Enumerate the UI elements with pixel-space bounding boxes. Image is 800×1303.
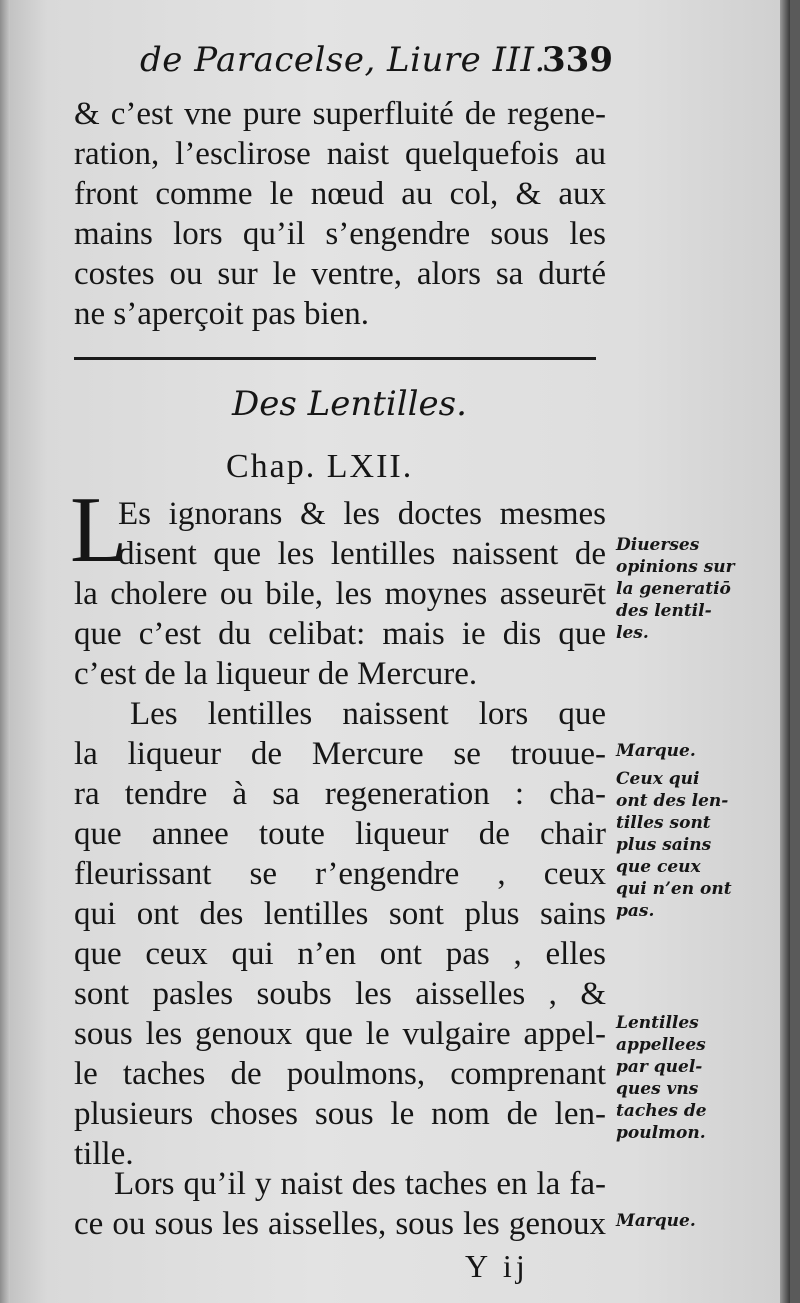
text-line: plusieurs choses sous le nom de len- <box>74 1096 606 1132</box>
text-line: sous les genoux que le vulgaire appel- <box>74 1016 606 1052</box>
page-left-shadow <box>0 0 10 1303</box>
text-line: le taches de poulmons, comprenant <box>74 1056 606 1092</box>
signature-mark: Y ij <box>465 1248 529 1284</box>
chapter-heading: Chap. LXII. <box>226 448 414 485</box>
text-line: ne s’aperçoit pas bien. <box>74 296 370 332</box>
text-line: la cholere ou bile, les moynes asseurēt <box>74 576 606 612</box>
text-line: tille. <box>74 1136 134 1172</box>
text-line: qui ont des lentilles sont plus sains <box>74 896 606 932</box>
text-line: ration, l’esclirose naist quelquefois au <box>74 136 606 172</box>
text-line: que ceux qui n’en ont pas , elles <box>74 936 606 972</box>
margin-note: Lentilles appellees par quel-ques vns taches de poulmon. <box>616 1013 707 1143</box>
drop-cap: L <box>70 478 128 582</box>
page-right-shadow <box>780 0 790 1303</box>
text-line: & c’est vne pure superfluité de regene- <box>74 96 606 132</box>
text-line: mains lors qu’il s’engendre sous les <box>74 216 606 252</box>
margin-note: Marque. <box>616 1211 696 1231</box>
section-title: Des Lentilles. <box>232 384 467 424</box>
margin-note: Marque. <box>616 741 696 761</box>
running-head: de Paracelse, Liure III. <box>140 40 546 80</box>
margin-note: Diuerses opinions sur la generatiō des lentil-les. <box>616 535 735 643</box>
margin-note: Ceux qui ont des len-tilles sont plus sains que ceux qui n’en ont pas. <box>616 769 732 921</box>
text-line: que annee toute liqueur de chair <box>74 816 606 852</box>
page-number: 339 <box>542 40 613 80</box>
text-line: front comme le nœud au col, & aux <box>74 176 606 212</box>
text-line: costes ou sur le ventre, alors sa durté <box>74 256 606 292</box>
text-line: la liqueur de Mercure se trouue- <box>74 736 606 772</box>
text-line: c’est de la liqueur de Mercure. <box>74 656 478 692</box>
text-line: disent que les lentilles naissent de <box>118 536 606 572</box>
text-line: que c’est du celibat: mais ie dis que <box>74 616 606 652</box>
text-line: ce ou sous les aisselles, sous les genoux <box>74 1206 606 1242</box>
text-line: Es ignorans & les doctes mesmes <box>118 496 606 532</box>
text-line: Les lentilles naissent lors que <box>130 696 606 732</box>
text-line: Lors qu’il y naist des taches en la fa- <box>114 1166 606 1202</box>
text-line: fleurissant se r’engendre , ceux <box>74 856 606 892</box>
text-line: sont pasles soubs les aisselles , & <box>74 976 606 1012</box>
section-divider <box>74 357 596 360</box>
text-line: ra tendre à sa regeneration : cha- <box>74 776 606 812</box>
